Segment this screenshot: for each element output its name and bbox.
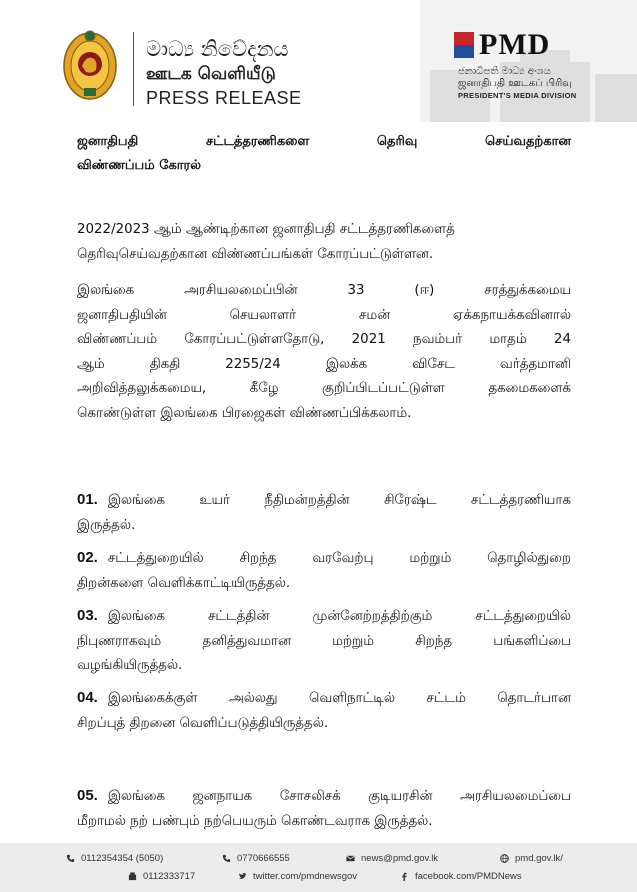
press-release-header bbox=[0, 0, 637, 122]
word: 33 bbox=[347, 283, 365, 298]
word: சிரேஷ்ட bbox=[383, 493, 437, 508]
word: இலங்கைக்குள் bbox=[107, 691, 198, 706]
phone-icon bbox=[66, 854, 75, 863]
sri-lanka-emblem-icon bbox=[62, 28, 118, 102]
word: மற்றும் bbox=[409, 551, 452, 566]
word: வர்த்தமானி bbox=[499, 356, 571, 372]
header-divider bbox=[133, 32, 134, 106]
intro-line: தெரிவுசெய்வதற்கான விண்ணப்பங்கள் கோரப்பட்டுள்ளன. bbox=[77, 246, 434, 262]
item-line bbox=[77, 488, 571, 514]
fax-icon bbox=[128, 872, 137, 881]
word: அறிவித்தலுக்கமைய, bbox=[77, 381, 207, 396]
word: தகமைகளைக் bbox=[488, 381, 571, 396]
word: அல்லது bbox=[228, 691, 278, 706]
word: விண்ணப்பம் bbox=[77, 332, 158, 347]
item-number: 05. bbox=[77, 787, 98, 804]
legal-basis-paragraph bbox=[77, 279, 571, 426]
item-number: 02. bbox=[77, 549, 98, 566]
item-line bbox=[77, 546, 571, 572]
twitter-icon bbox=[238, 872, 247, 881]
word: குறிப்பிடப்பட்டுள்ள bbox=[322, 381, 445, 396]
pmd-tamil: ஜனாதிபதி ஊடகப் பிரிவு bbox=[458, 78, 572, 89]
word: நீதிமன்றத்தின் bbox=[264, 493, 350, 508]
english-title: PRESS RELEASE bbox=[146, 88, 302, 108]
title-word: சட்டத்தரணிகளை bbox=[205, 134, 310, 149]
item-line: திறன்களை வெளிக்காட்டியிருத்தல். bbox=[77, 575, 291, 591]
word: ஏக்கநாயக்கவினால் bbox=[452, 307, 571, 323]
pmd-english: PRESIDENT'S MEDIA DIVISION bbox=[458, 91, 577, 100]
mail-icon bbox=[346, 854, 355, 863]
qualification-item-03 bbox=[77, 604, 571, 679]
item-line: சிறப்புத் திறனை வெளிப்படுத்தியிருத்தல். bbox=[77, 715, 329, 731]
word: நிபுணராகவும் bbox=[77, 633, 162, 649]
word: (ஈ) bbox=[414, 283, 435, 298]
footer-fax: 0112333717 bbox=[128, 871, 195, 882]
word: வெளிநாட்டில் bbox=[308, 691, 395, 706]
item-line bbox=[77, 604, 571, 630]
footer-phone-2: 0770666555 bbox=[222, 853, 290, 864]
footer-website[interactable]: pmd.gov.lk/ bbox=[500, 853, 563, 864]
word: நவம்பர் bbox=[412, 332, 463, 347]
title-word: ஜனாதிபதி bbox=[77, 134, 139, 149]
word: அரசியலமைப்பின் bbox=[184, 283, 298, 298]
item-line: வழங்கியிருத்தல். bbox=[77, 658, 183, 673]
paragraph-line bbox=[77, 328, 571, 353]
pmd-building-background bbox=[420, 0, 637, 122]
paragraph-line: கொண்டுள்ள இலங்கை பிரஜைகள் விண்ணப்பிக்கலாம். bbox=[77, 405, 412, 421]
facebook-icon bbox=[400, 872, 409, 881]
word: 2255/24 bbox=[225, 356, 281, 372]
word: உயர் bbox=[199, 493, 231, 508]
item-number: 01. bbox=[77, 491, 98, 508]
word: சட்டம் bbox=[426, 691, 466, 706]
word: அரசியலமைப்பை bbox=[460, 789, 571, 804]
word: ஆம் bbox=[77, 356, 105, 372]
pmd-division-names bbox=[458, 66, 577, 102]
word: சோசலிசக் bbox=[279, 789, 341, 804]
word: ஜனநாயக bbox=[192, 789, 253, 804]
word: விசேட bbox=[412, 356, 455, 372]
intro-line: 2022/2023 ஆம் ஆண்டிற்கான ஜனாதிபதி சட்டத்தரணிகளைத் bbox=[77, 222, 455, 237]
word: இலங்கை bbox=[107, 609, 165, 624]
word: சட்டத்துறையில் bbox=[475, 609, 571, 624]
item-number: 03. bbox=[77, 607, 98, 624]
word: திகதி bbox=[149, 356, 181, 372]
footer-phone-1: 0112354354 (5050) bbox=[66, 853, 163, 864]
word: கோரப்பட்டுள்ளதோடு, bbox=[184, 332, 325, 347]
word: பங்களிப்பை bbox=[493, 633, 571, 649]
globe-icon bbox=[500, 854, 509, 863]
paragraph-line bbox=[77, 353, 571, 378]
qualification-item-05 bbox=[77, 784, 571, 834]
qualification-item-02 bbox=[77, 546, 571, 596]
word: 2021 bbox=[351, 332, 386, 347]
footer-twitter[interactable]: twitter.com/pmdnewsgov bbox=[238, 871, 357, 882]
title-word: தெரிவு bbox=[376, 134, 418, 149]
word: ஜனாதிபதியின் bbox=[77, 307, 167, 323]
word: சட்டத்துறையில் bbox=[107, 551, 204, 566]
word: குடியரசின் bbox=[368, 789, 433, 804]
word: தொழில்துறை bbox=[487, 551, 571, 566]
word: சமன் bbox=[358, 307, 391, 323]
item-line: மீறாமல் நற் பண்பும் நற்பெயரும் கொண்டவராக இருத்தல். bbox=[77, 813, 433, 829]
word: 24 bbox=[553, 332, 571, 347]
intro-paragraph bbox=[77, 218, 571, 267]
word: இலங்கை bbox=[107, 789, 165, 804]
pmd-logo bbox=[454, 30, 550, 60]
pmd-flag-icon bbox=[454, 32, 474, 58]
word: சட்டத்தின் bbox=[207, 609, 270, 624]
word: சட்டத்தரணியாக bbox=[470, 493, 571, 508]
footer-facebook[interactable]: facebook.com/PMDNews bbox=[400, 871, 522, 882]
phone-icon bbox=[222, 854, 231, 863]
paragraph-line bbox=[77, 304, 571, 329]
item-line: இருத்தல். bbox=[77, 517, 136, 533]
word: சரத்துக்கமைய bbox=[484, 283, 571, 298]
word: இலக்க bbox=[325, 356, 368, 372]
word: மாதம் bbox=[489, 332, 527, 347]
footer-email[interactable]: news@pmd.gov.lk bbox=[346, 853, 438, 864]
word: தொடர்பான bbox=[497, 691, 571, 706]
word: வரவேற்பு bbox=[312, 551, 374, 566]
contact-footer bbox=[0, 843, 637, 892]
word: முன்னேற்றத்திற்கும் bbox=[312, 609, 433, 624]
title-line-2: விண்ணப்பம் கோரல் bbox=[77, 158, 202, 173]
item-line bbox=[77, 784, 571, 810]
title-line-1 bbox=[77, 130, 571, 154]
document-title bbox=[77, 130, 571, 178]
word: மற்றும் bbox=[332, 633, 375, 649]
word: சிறந்த bbox=[239, 551, 277, 566]
word: கீழே bbox=[249, 381, 279, 396]
item-line bbox=[77, 686, 571, 712]
qualification-item-04 bbox=[77, 686, 571, 736]
word: தனித்துவமான bbox=[202, 633, 291, 649]
paragraph-line bbox=[77, 377, 571, 402]
item-number: 04. bbox=[77, 689, 98, 706]
qualification-item-01 bbox=[77, 488, 571, 538]
press-release-title-block bbox=[146, 36, 302, 110]
title-word: செய்வதற்கான bbox=[485, 134, 571, 149]
tamil-title: ஊடக வெளியீடு bbox=[146, 64, 276, 84]
word: இலங்கை bbox=[77, 283, 135, 298]
item-line bbox=[77, 630, 571, 655]
pmd-sinhala: ජනාධිපති මාධ්‍ය අංශය bbox=[458, 66, 551, 77]
pmd-logo-text: PMD bbox=[479, 28, 551, 61]
sinhala-title: මාධ්‍ය නිවේදනය bbox=[146, 37, 289, 61]
paragraph-line bbox=[77, 279, 571, 304]
word: செயலாளர் bbox=[229, 307, 297, 323]
word: இலங்கை bbox=[107, 493, 165, 508]
word: சிறந்த bbox=[415, 633, 453, 649]
